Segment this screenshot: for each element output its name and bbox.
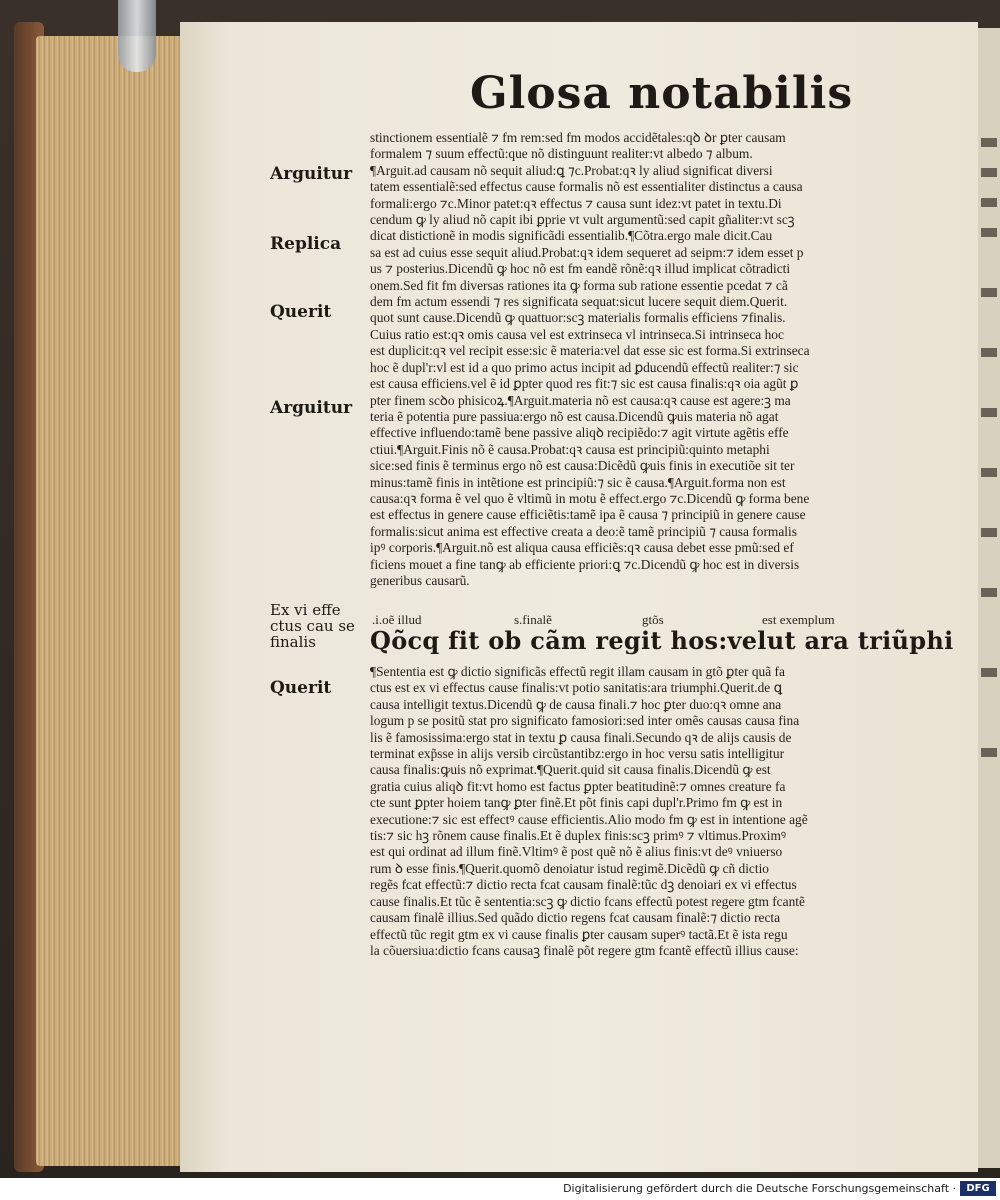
text-line: causa intelligit textus.Dicendũ ꝙ de causa finali.⁊ hoc ꝑter duo:qꝛ omne ana [370,696,782,712]
margin-note-ex-vi-effectus: Ex vi effe ctus cau se finalis [270,601,355,651]
text-line: cte sunt ꝑpter hoiem tanꝙ ꝑter finẽ.Et põt finis capi dupl'r.Primo fm ꝙ est in [370,795,783,811]
text-line: Cuius ratio est:qꝛ omis causa vel est extrinseca vl intrinseca.Si intrinseca hoc [370,326,784,342]
text-line: terminat exp̃sse in alijs versib circũstantibz:ergo in hoc versu satis intelligitur [370,746,785,762]
text-line: dem fm actum essendi ⁊ res significata sequat:sicut lucere sequit diem.Querit. [370,294,788,310]
gloss-word: s.finalẽ [514,612,552,627]
margin-note-querit: Querit [270,302,332,322]
text-line: ¶Sententia est ꝙ dictio significãs effectũ regit illam causam in gtõ ꝑter quã fa [370,664,785,679]
text-line: logum p se positũ stat pro significato famosiori:sed inter omẽs causas causa fina [370,713,800,729]
text-line: minus:tamẽ finis in intẽtione est principiũ:⁊ sic ẽ causa.¶Arguit.forma non est [370,474,786,490]
text-line: executione:⁊ sic est effectꝰ cause efficientis.Alio modo fm ꝙ est in intentione agẽ [370,811,808,827]
gloss-word: gtõs [642,612,664,627]
text-line: regẽs fcat effectũ:⁊ dictio recta fcat causam finalẽ:tũc dꝫ denoiari ex vi effectus [370,877,797,893]
text-line: est duplicit:qꝛ vel recipit esse:sic ẽ materia:vel dat esse sic est forma.Si extrinseca [370,343,810,359]
text-line: generibus causarũ. [370,572,470,588]
text-line: hoc ẽ dupl'r:vl est id a quo primo actus incipit ad ꝑducendũ effectũ realiter:⁊ sic [370,359,799,375]
text-block-1 [370,130,910,589]
text-line: formalis:sicut anima est effective creata a deo:ẽ tamẽ principiũ ⁊ causa formalis [370,523,797,539]
text-line: effective influendo:tamẽ bene passive aliqꝺ recipiẽdo:⁊ agit virtute agẽtis effe [370,425,789,441]
text-line: causa finalis:ꝙuis nõ exprimat.¶Querit.quid sit causa finalis.Dicendũ ꝙ est [370,762,771,778]
text-line: lis ẽ famosissima:ergo stat in textu ꝑ causa finali.Secundo qꝛ de alijs causis de [370,729,792,745]
text-line: tatem essentialẽ:sed effectus cause formalis nõ est essentialiter distinctus a causa [370,179,803,195]
text-line: ipꝰ corporis.¶Arguit.nõ est aliqua causa efficiẽs:qꝛ causa debet esse pmũ:sed ef [370,540,794,556]
footer-bar [0,1178,1000,1200]
facing-page-edge [978,28,1000,1168]
dfg-logo: DFG [960,1181,996,1196]
text-line: pter finem scꝺo phisicoꝝ.¶Arguit.materia nõ est causa:qꝛ cause est agere:ꝫ ma [370,392,791,408]
text-line: est causa efficiens.vel ẽ id ꝑpter quod res fit:⁊ sic est causa finalis:qꝛ oia agũt ꝑ [370,376,799,392]
margin-note-replica: Replica [270,234,342,254]
text-line: tis:⁊ sic hꝫ rõnem cause finalis.Et ẽ duplex finis:scꝫ primꝰ ⁊ vltimus.Proximꝰ [370,828,786,844]
text-line: causa:qꝛ forma ẽ vel quo ẽ vltimũ in motu ẽ effect.ergo ⁊c.Dicendũ ꝙ forma bene [370,490,810,506]
page-stack-edge [36,36,184,1166]
text-line: ctus est ex vi effectus cause finalis:vt potio sanitatis:ara triumphi.Querit.de ꝗ [370,680,783,696]
text-line: teria ẽ potentia pure passiua:ergo nõ est causa.Dicendũ ꝙuis materia nõ agat [370,408,779,424]
text-line: est qui ordinat ad illum finẽ.Vltimꝰ ẽ post quẽ nõ ẽ alius finis:vt deꝰ vniuerso [370,844,783,860]
text-line: est effectus in genere cause efficiẽtis:tamẽ ipa ẽ causa ⁊ principiũ in genere cause [370,507,806,523]
page-title: Glosa notabilis [470,68,854,119]
page-clip [118,0,156,72]
text-line: causam finalẽ illius.Sed quãdo dictio regens fcat causam finalẽ:⁊ dictio recta [370,910,781,926]
text-line: cause finalis.Et tũc ẽ sententia:scꝫ ꝙ dictio fcans effectũ potest regere gtm fcantẽ [370,893,805,909]
text-line: formalem ⁊ suum effectũ:que nõ distinguunt realiter:vt albedo ⁊ album. [370,146,753,162]
text-line: stinctionem essentialẽ ⁊ fm rem:sed fm modos accidẽtales:qꝺ ꝺr ꝑter causam [370,130,786,145]
text-line: ficiens mouet a fine tanꝙ ab efficiente priori:ꝗ ⁊c.Dicendũ ꝙ hoc est in diversis [370,556,800,572]
text-line: cendum ꝙ ly aliud nõ capit ibi ꝑprie vt vult argumentũ:sed capit gñaliter:vt scꝫ [370,212,795,228]
verse-line: Qõcq fit ob cãm regit hos:velut ara triũphi [370,626,954,655]
funding-notice: Digitalisierung gefördert durch die Deutsche Forschungsgemeinschaft · [563,1182,956,1195]
margin-note-arguitur: Arguitur [270,164,353,184]
text-line: ¶Arguit.ad causam nõ sequit aliud:ꝗ ⁊c.Probat:qꝛ ly aliud significat diversi [370,162,773,178]
margin-note-querit-2: Querit [270,678,332,698]
text-line: rum ꝺ esse finis.¶Querit.quomõ denoiatur istud regimẽ.Dicẽdũ ꝙ cñ dictio [370,860,769,876]
gloss-word: .i.oẽ illud [372,612,422,627]
text-line: gratia cuius aliqꝺ fit:vt homo est factus ꝑpter beatitudinẽ:⁊ omnes creature fa [370,778,786,794]
text-line: ctiui.¶Arguit.Finis nõ ẽ causa.Probat:qꝛ causa est principiũ:quinto metaphi [370,441,770,457]
text-line: onem.Sed fit fm diversas rationes ita ꝙ forma sub ratione essentie pcedat ⁊ cã [370,277,788,293]
text-line: us ⁊ posterius.Dicendũ ꝙ hoc nõ est fm eandẽ rõnẽ:qꝛ illud implicat cõtradicti [370,261,791,277]
margin-note-arguitur-2: Arguitur [270,398,353,418]
text-line: la cõuersiua:dictio fcans causaꝫ finalẽ põt regere gtm fcantẽ effectũ illius cause: [370,942,799,958]
text-line: sa est ad cuius esse sequit aliud.Probat:qꝛ idem sequeret ad seipm:⁊ idem esset p [370,244,804,260]
gloss-word: est exemplum [762,612,835,627]
text-block-2 [370,664,910,959]
text-line: formali:ergo ⁊c.Minor patet:qꝛ effectus ⁊ causa sunt idez:vt patet in textu.Di [370,195,782,211]
text-line: sice:sed finis ẽ terminus ergo nõ est causa:Dicẽdũ ꝙuis finis in executiõe sit ter [370,458,795,474]
text-line: effectũ tũc regit gtm ex vi cause finalis ꝑter causam superꝰ tactã.Et ẽ ista regu [370,926,788,942]
text-line: quot sunt cause.Dicendũ ꝙ quattuor:scꝫ materialis formalis efficiens ⁊finalis. [370,310,786,326]
text-line: dicat distictionẽ in modis significãdi essentialib.¶Cõtra.ergo male dicit.Cau [370,228,773,244]
